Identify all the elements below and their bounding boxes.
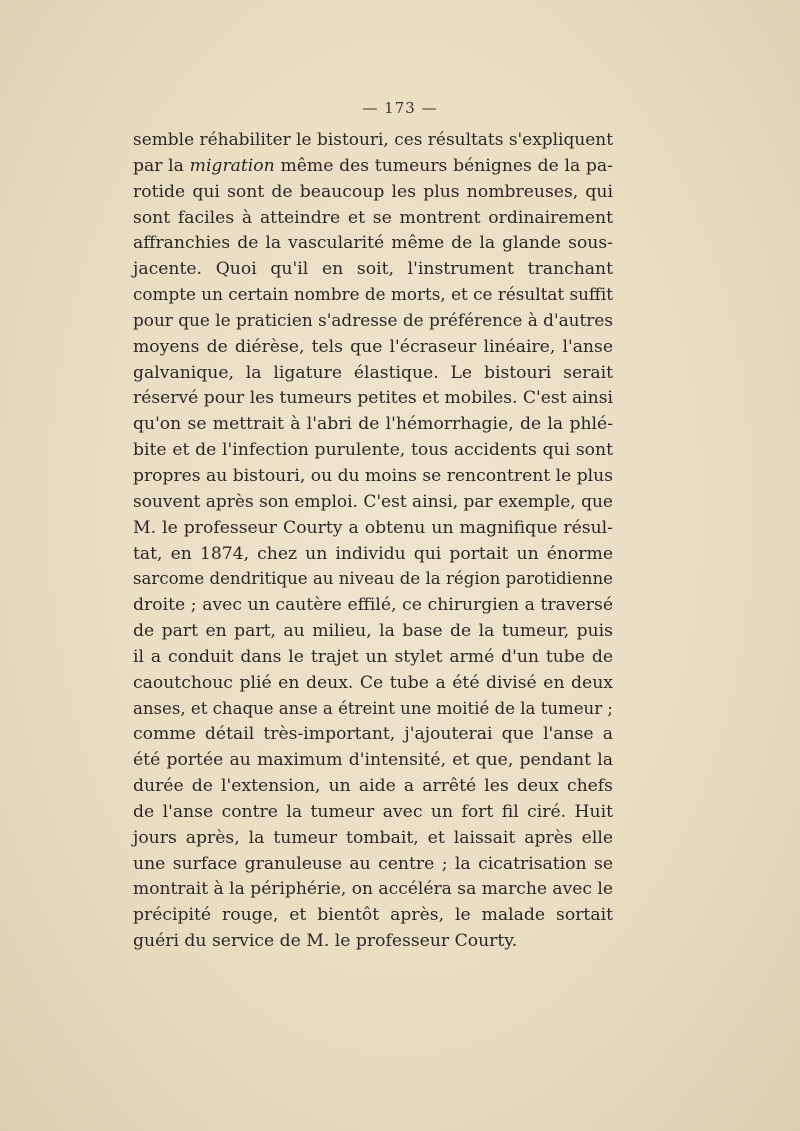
text-line: précipité rouge, et bientôt après, le malade sortait <box>133 905 613 926</box>
text-line: sont faciles à atteindre et se montrent ordinairement <box>133 207 613 228</box>
text-line: rotide qui sont de beaucoup les plus nombreuses, qui <box>133 181 613 202</box>
text-line: pour que le praticien s'adresse de préférence à d'autres <box>133 310 614 331</box>
text-line: qu'on se mettrait à l'abri de l'hémorrhagie, de la phlé- <box>133 414 613 435</box>
text-line: été portée au maximum d'intensité, et que, pendant la <box>133 750 613 771</box>
text-line: caoutchouc plié en deux. Ce tube a été divisé en deux <box>133 672 613 693</box>
page-number: — 173 — <box>362 99 438 117</box>
text-line: compte un certain nombre de morts, et ce résultat suffit <box>133 285 614 306</box>
text-line: souvent après son emploi. C'est ainsi, par exemple, que <box>133 491 613 512</box>
text-line: réservé pour les tumeurs petites et mobiles. C'est ainsi <box>133 388 613 409</box>
text-line: il a conduit dans le trajet un stylet armé d'un tube de <box>133 646 613 667</box>
text-line: jacente. Quoi qu'il en soit, l'instrument tranchant <box>133 259 613 280</box>
text-line: semble réhabiliter le bistouri, ces résultats s'expliquent <box>133 130 614 150</box>
text-line: moyens de diérèse, tels que l'écraseur linéaire, l'anse <box>133 336 613 357</box>
body-text <box>133 128 613 955</box>
text-line: sarcome dendritique au niveau de la région parotidienne <box>133 569 613 590</box>
text-line: comme détail très-important, j'ajouterai que l'anse a <box>133 724 613 745</box>
text-line: tat, en 1874, chez un individu qui portait un énorme <box>133 543 613 564</box>
text-line: de l'anse contre la tumeur avec un fort fil ciré. Huit <box>133 801 613 822</box>
text-line: par la migration même des tumeurs bénignes de la pa- <box>133 155 613 176</box>
text-line: guéri du service de M. le professeur Courty. <box>133 931 518 952</box>
text-line: M. le professeur Courty a obtenu un magnifique résul- <box>133 517 613 538</box>
text-line: montrait à la périphérie, on accéléra sa marche avec le <box>133 879 614 900</box>
text-line: durée de l'extension, un aide a arrêté les deux chefs <box>133 776 613 797</box>
text-line: droite ; avec un cautère effilé, ce chirurgien a traversé <box>133 595 613 616</box>
text-line: galvanique, la ligature élastique. Le bistouri serait <box>133 362 613 383</box>
text-line: de part en part, au milieu, la base de la tumeur, puis <box>133 621 613 642</box>
text-line: affranchies de la vascularité même de la glande sous- <box>133 233 613 254</box>
text-line: jours après, la tumeur tombait, et laissait après elle <box>133 827 613 848</box>
text-line: propres au bistouri, ou du moins se rencontrent le plus <box>133 465 613 486</box>
text-line: anses, et chaque anse a étreint une moitié de la tumeur ; <box>133 698 613 719</box>
text-line: une surface granuleuse au centre ; la cicatrisation se <box>133 853 613 874</box>
text-line: bite et de l'infection purulente, tous accidents qui sont <box>133 440 613 461</box>
